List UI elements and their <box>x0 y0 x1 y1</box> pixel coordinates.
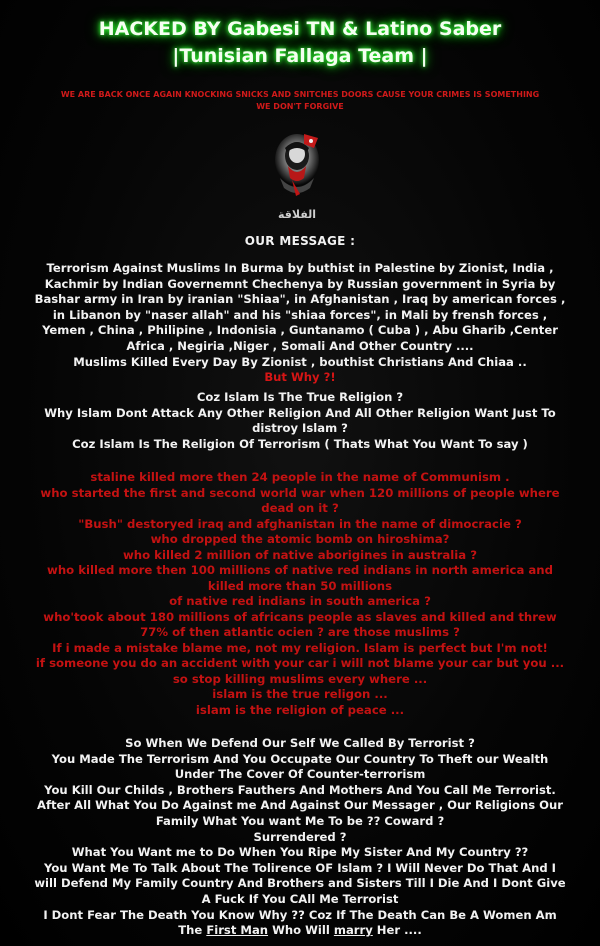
message-line: distroy Islam ? <box>252 421 348 436</box>
red-line: who dropped the atomic bomb on hiroshima? <box>150 532 450 546</box>
message-line: Bashar army in Iran by iranian "Shiaa", in Afghanistan , Iraq by american forces , <box>34 292 566 307</box>
red-line: "Bush" destoryed iraq and afghanistan in the name of dimocracie ? <box>78 516 522 531</box>
message-line: What You Want me to Do When You Ripe My Sister And My Country ?? <box>71 845 529 860</box>
message-block-2 <box>4 390 596 452</box>
banner-line-2: WE DON'T FORGIVE <box>256 102 344 111</box>
message-line: Surrendered ? <box>253 829 347 844</box>
final-line <box>4 923 596 939</box>
red-line: so stop killing muslims every where ... <box>172 671 428 686</box>
message-line: Kachmir by Indian Governemnt Chechenya by Russian government in Syria by <box>44 276 556 291</box>
message-line: Muslims Killed Every Day By Zionist , bouthist Christians And Chiaa .. <box>73 354 527 369</box>
red-line: killed more than 50 millions <box>207 578 393 593</box>
final-line-middle: Who Will <box>268 923 334 938</box>
banner-line-1: WE ARE BACK ONCE AGAIN KNOCKING SNICKS AND SNITCHES DOORS CAUSE YOUR CRIMES IS SOMETHING <box>60 90 540 99</box>
warning-banner <box>0 89 600 113</box>
message-line: So When We Defend Our Self We Called By Terrorist ? <box>125 736 475 750</box>
emblem-graphic <box>252 126 342 226</box>
message-line: A Fuck If You CAll Me Terrorist <box>201 891 399 906</box>
team-emblem-icon <box>252 126 342 226</box>
message-line: Coz Islam Is The True Religion ? <box>196 390 404 404</box>
message-line: Coz Islam Is The Religion Of Terrorism ( Thats What You Want To say ) <box>72 436 528 451</box>
message-line: Africa , Negiria ,Niger , Somali And Other Country .... <box>126 338 474 353</box>
message-line: I Dont Fear The Death You Know Why ?? Coz If The Death Can Be A Women Am <box>43 907 557 922</box>
message-line: Terrorism Against Muslims In Burma by buthist in Palestine by Zionist, India , <box>46 261 554 275</box>
message-line: will Defend My Family Country And Brothers and Sisters Till I Die And I Dont Give <box>34 876 566 891</box>
red-line: 77% of then atlantic ocien ? are those muslims ? <box>140 625 460 639</box>
final-line-underlined-2: marry <box>333 923 373 938</box>
final-line-start: The <box>178 923 207 938</box>
red-line: islam is the religion of peace ... <box>195 702 405 717</box>
message-block-1 <box>4 261 596 386</box>
red-line: who killed more then 100 millions of native red indians in north america and <box>47 563 553 577</box>
but-why-line: But Why ?! <box>264 370 336 385</box>
red-line: islam is the true religon ... <box>212 687 388 701</box>
red-line: if someone you do an accident with your car i will not blame your car but you ... <box>35 656 565 670</box>
red-line: of native red indians in south america ? <box>169 594 431 608</box>
final-line-underlined-1: First Man <box>206 923 269 938</box>
message-line: You Made The Terrorism And You Occupate Our Country To Theft our Wealth <box>51 751 549 766</box>
our-message-heading: OUR MESSAGE : <box>244 234 356 248</box>
red-line: dead on it ? <box>261 501 339 515</box>
message-line: in Libanon by "naser allah" and his "shiaa forces", in Mali by frensh forces , <box>52 307 548 322</box>
red-line: who started the first and second world war when 120 millions of people where <box>40 485 560 500</box>
hacked-by-title: HACKED BY Gabesi TN & Latino Saber <box>98 18 502 40</box>
red-line: If i made a mistake blame me, not my religion. Islam is perfect but I'm not! <box>52 640 548 655</box>
message-line: Yemen , China , Philipine , Indonisia , Guntanamo ( Cuba ) , Abu Gharib ,Center <box>42 323 558 338</box>
message-line: Under The Cover Of Counter-terrorism <box>174 767 426 782</box>
message-block-red <box>4 470 596 718</box>
red-line: who killed 2 million of native aborigines in australia ? <box>122 547 478 562</box>
team-name-title: |Tunisian Fallaga Team | <box>172 45 428 67</box>
emblem-caption: الفلاقة <box>277 208 317 221</box>
message-line: You Kill Our Childs , Brothers Fauthers And Mothers And You Call Me Terrorist. <box>44 782 556 797</box>
message-line: You Want Me To Talk About The Tolirence OF Islam ? I Will Never Do That And I <box>43 860 556 875</box>
message-block-4 <box>4 736 596 939</box>
final-line-end: Her .... <box>372 923 422 938</box>
red-line: who'took about 180 millions of africans people as slaves and killed and threw <box>43 609 557 624</box>
red-line: staline killed more then 24 people in the name of Communism . <box>90 470 510 484</box>
message-line: Why Islam Dont Attack Any Other Religion And All Other Religion Want Just To <box>44 405 556 420</box>
message-line: After All What You Do Against me And Against Our Messager , Our Religions Our <box>36 798 564 813</box>
message-line: Family What You want Me To be ?? Coward ? <box>155 813 445 828</box>
